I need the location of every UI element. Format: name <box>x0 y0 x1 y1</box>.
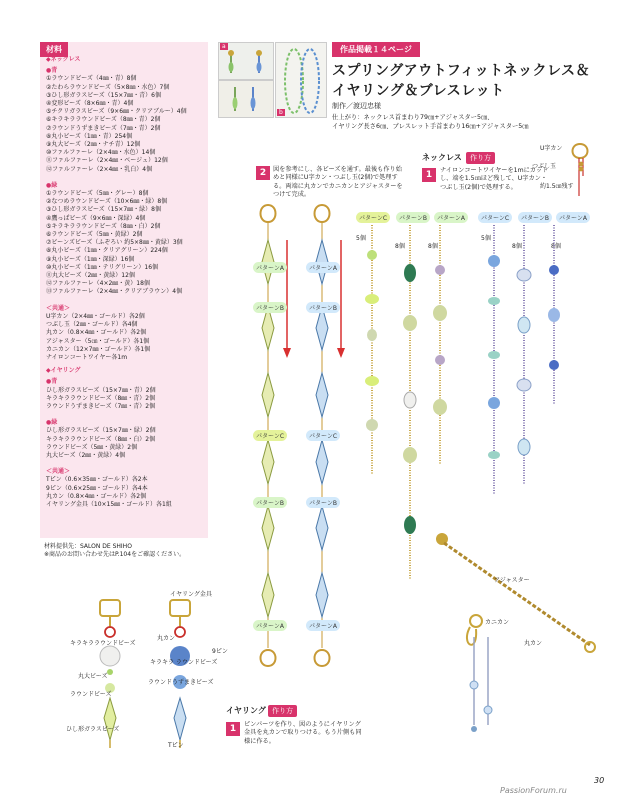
necklace-step2-text: 図を参考にし、各ビーズを通す。最後も作り始めと同様にU字カン・つぶし玉(2個)で処理する。両端に丸カンでカニカンとアジャスターをつけて完成。 <box>273 166 403 199</box>
list-item: ⑦ビーンズビーズ（ふぞろい 約5×8㎜・黄緑）3個 <box>46 239 183 247</box>
chain1-pattern-label: パターンA <box>253 620 287 631</box>
finished-size-1: 仕上がり：ネックレス首まわり79㎝+アジャスター5㎝、 <box>332 114 494 121</box>
u-connector-label: U字カン <box>540 145 563 152</box>
tpin-label: Tピン <box>168 742 184 749</box>
list-item: カニカン（12×7㎜・ゴールド）各1個 <box>46 345 151 353</box>
list-item: ⑪ファルファーレ（2×4㎜・ベージュ）12個 <box>46 157 168 165</box>
green-pattern-c: パターンC <box>356 212 390 223</box>
list-item: ①ラウンドビーズ（4㎜・青）8個 <box>46 75 137 83</box>
list-item: ④変形ビーズ（8×6㎜・青）4個 <box>46 100 134 108</box>
blue-title: ●青 <box>46 67 58 75</box>
blue-pattern-c: パターンC <box>478 212 512 223</box>
list-item: ⑩丸小ビーズ（1㎜・テリグリーン）16個 <box>46 263 159 271</box>
e-common-list <box>46 476 204 509</box>
list-item: ナイロンコートワイヤー各1m <box>46 353 128 361</box>
count-label: 8個 <box>512 243 522 250</box>
e-green-list <box>46 427 204 460</box>
chain1-pattern-label: パターンC <box>253 430 287 441</box>
green-pattern-b: パターンB <box>396 212 430 223</box>
earring-title: ◆イヤリング <box>46 367 81 375</box>
author: 制作／渡辺忠様 <box>332 102 381 110</box>
earring-fitting-label: イヤリング金具 <box>170 591 212 598</box>
list-item: キラキララウンドビーズ（8㎜・白）2個 <box>46 435 156 443</box>
necklace-step1-number: 1 <box>422 168 436 182</box>
earring-photo-2 <box>218 80 274 118</box>
list-item: ラウンドビーズ（5㎜・黄緑）2個 <box>46 443 138 451</box>
blue-pattern-b: パターンB <box>518 212 552 223</box>
chain2-pattern-label: パターンA <box>306 262 340 273</box>
chain2-pattern-label: パターンB <box>306 302 340 313</box>
list-item: ひし形ガラスビーズ（15×7㎜・青）2個 <box>46 386 156 394</box>
earring-heading: イヤリング <box>226 706 266 715</box>
blue-strand-diagram <box>484 225 574 505</box>
e-blue-list <box>46 387 204 412</box>
clasp-label: カニカン <box>485 619 510 626</box>
blue-pattern-a: パターンA <box>556 212 590 223</box>
list-item: ⑫ファルファーレ（4×2㎜・黄）18個 <box>46 280 150 288</box>
list-item: ⑧丸小ビーズ（1㎜・クリアグリーン）224個 <box>46 247 168 255</box>
page-number: 30 <box>594 776 605 785</box>
list-item: ⑨丸大ビーズ（2㎜・ナチ青）12個 <box>46 141 141 149</box>
count-label: 8個 <box>395 243 405 250</box>
credit-line1: 材料提供先：SALON DE SHIHO <box>44 543 132 550</box>
list-item: ③ひし形ガラスビーズ（15×7㎜・青）6個 <box>46 91 161 99</box>
count-label: 5個 <box>356 235 366 242</box>
list-item: ①ラウンドビーズ（5㎜・グレー）8個 <box>46 190 149 198</box>
swirl-bead-label: ラウンドうずまきビーズ <box>148 679 214 686</box>
list-item: つぶし玉（2㎜・ゴールド）各4個 <box>46 321 138 329</box>
jump-ring-label: 丸カン <box>524 640 543 647</box>
list-item: キラキララウンドビーズ（8㎜・青）2個 <box>46 394 156 402</box>
list-item: 丸カン（0.8×4㎜・ゴールド）各2個 <box>46 329 147 337</box>
kirakira2-label: キラキラ ラウンドビーズ <box>150 659 218 666</box>
list-item: ⑥ラウンドビーズ（5㎜・黄緑）2個 <box>46 231 143 239</box>
credit-line2: ※商品のお問い合わせ先はP.104をご確認ください。 <box>44 551 186 558</box>
common-title: ＜共通＞ <box>46 304 71 312</box>
list-item: ひし形ガラスビーズ（15×7㎜・緑）2個 <box>46 427 156 435</box>
e-green-title: ●緑 <box>46 419 58 427</box>
list-item: ⑪丸大ビーズ（2㎜・黄緑）12個 <box>46 272 135 280</box>
site-watermark: PassionForum.ru <box>500 786 567 795</box>
green-title: ●緑 <box>46 181 58 189</box>
materials-panel <box>40 42 208 538</box>
earring-photo-2-image <box>219 81 273 117</box>
necklace-title: ◆ネックレス <box>46 56 81 63</box>
list-item: イヤリング金具（10×15㎜・ゴールド）各1組 <box>46 500 172 508</box>
diamond-bead-label: ひし形ガラスビーズ <box>66 726 120 733</box>
chain1-pattern-label: パターンB <box>253 302 287 313</box>
necklace-howto-badge: 作り方 <box>466 152 495 164</box>
list-item: ⑧丸小ビーズ（1㎜・青）254個 <box>46 132 133 140</box>
list-item: ②たわらラウンドビーズ（5×8㎜・水色）7個 <box>46 83 170 91</box>
necklace-heading: ネックレス <box>422 153 462 162</box>
list-item: ③ひし形ガラスビーズ（15×7㎜・緑）8個 <box>46 206 161 214</box>
materials-tag: 材料 <box>40 42 68 57</box>
green-pattern-a: パターンA <box>434 212 468 223</box>
earring-step1-number: 1 <box>226 722 240 736</box>
earring-howto-badge: 作り方 <box>268 705 297 717</box>
e-blue-title: ●青 <box>46 378 58 386</box>
count-label: 5個 <box>481 235 491 242</box>
marudai-label: 丸大ビーズ <box>78 673 108 680</box>
earring-photo <box>218 42 274 80</box>
list-item: 丸大ビーズ（2㎜・黄緑）4個 <box>46 451 126 459</box>
green-list <box>46 190 204 297</box>
list-item: ②なつめラウンドビーズ（10×6㎜・緑）8個 <box>46 198 168 206</box>
necklace-photo <box>275 42 327 118</box>
list-item: ④鷹っぱビーズ（9×6㎜・深緑）4個 <box>46 214 146 222</box>
crimp-bead-label: つぶし玉 <box>532 163 557 170</box>
list-item: 丸カン（0.8×4㎜・ゴールド）各2個 <box>46 492 147 500</box>
list-item: ⑥キラキララウンドビーズ（8㎜・青）2個 <box>46 116 161 124</box>
finished-size-2: イヤリング長さ6㎝、ブレスレット手首まわり16㎝+アジャスター5㎝ <box>332 123 529 130</box>
photo-label-a: a <box>222 43 226 50</box>
list-item: ⑫ファルファーレ（2×4㎜・乳白）4個 <box>46 165 153 173</box>
blue-list <box>46 75 204 173</box>
materials-body <box>46 56 204 509</box>
photo-label-b: b <box>279 109 283 116</box>
title-line1: スプリングアウトフィットネックレス＆ <box>332 63 591 79</box>
necklace-photo-image <box>276 43 326 117</box>
chain1-pattern-label: パターンA <box>253 262 287 273</box>
chain2-pattern-label: パターンB <box>306 497 340 508</box>
credit <box>44 543 214 559</box>
list-item: 9ピン（0.6×25㎜・ゴールド）各4本 <box>46 484 148 492</box>
chain1-pattern-label: パターンB <box>253 497 287 508</box>
necklace-step2-number: 2 <box>256 166 270 180</box>
count-label: 8個 <box>551 243 561 250</box>
count-label: 8個 <box>428 243 438 250</box>
list-item: ⑤チクリガラスビーズ（9×6㎜・クリアブルー）4個 <box>46 108 187 116</box>
round-bead-label: ラウンドビーズ <box>70 691 112 698</box>
list-item: ⑩ファルファーレ（2×4㎜・水色）14個 <box>46 149 156 157</box>
list-item: Tピン（0.6×35㎜・ゴールド）各2本 <box>46 476 148 484</box>
necklace-step1-text: ナイロンコートワイヤーを1mにカットし、端を1.5㎝ほど残して、U字カン・つぶし玉(2個)で処理する。 <box>440 167 549 191</box>
title-line2: イヤリング＆ブレスレット <box>332 83 505 99</box>
list-item: ⑤キラキララウンドビーズ（8㎜・白）2個 <box>46 222 161 230</box>
chain2-pattern-label: パターンC <box>306 430 340 441</box>
leave-length-label: 約1.5㎝残す <box>540 183 574 190</box>
earring-step1-text: ピンパーツを作り、図のようにイヤリング金具を丸カンで取りつける。もう片側も同様に作る。 <box>244 721 362 745</box>
9pin-label: 9ピン <box>212 648 228 655</box>
list-item: ⑬ファルファーレ（2×4㎜・クリアブラウン）4個 <box>46 288 183 296</box>
jump-ring-earring-label: 丸カン <box>157 635 176 642</box>
page-reference-tag: 作品掲載１４ページ <box>332 42 420 57</box>
list-item: U字カン（2×4㎜・ゴールド）各2個 <box>46 312 145 320</box>
list-item: ラウンドうずまきビーズ（7㎜・青）2個 <box>46 402 156 410</box>
list-item: ⑦ラウンドうずまきビーズ（7㎜・青）2個 <box>46 124 161 132</box>
adjuster-label: アジャスター <box>494 577 530 584</box>
kirakira-label: キラキララウンドビーズ <box>70 640 136 647</box>
list-item: アジャスター（5㎝・ゴールド）各1個 <box>46 337 150 345</box>
e-common-title: ＜共通＞ <box>46 468 71 476</box>
common-list <box>46 313 204 362</box>
chain2-pattern-label: パターンA <box>306 620 340 631</box>
clasp-adjuster-diagram <box>430 525 605 745</box>
list-item: ⑨丸小ビーズ（1㎜・深緑）16個 <box>46 255 135 263</box>
